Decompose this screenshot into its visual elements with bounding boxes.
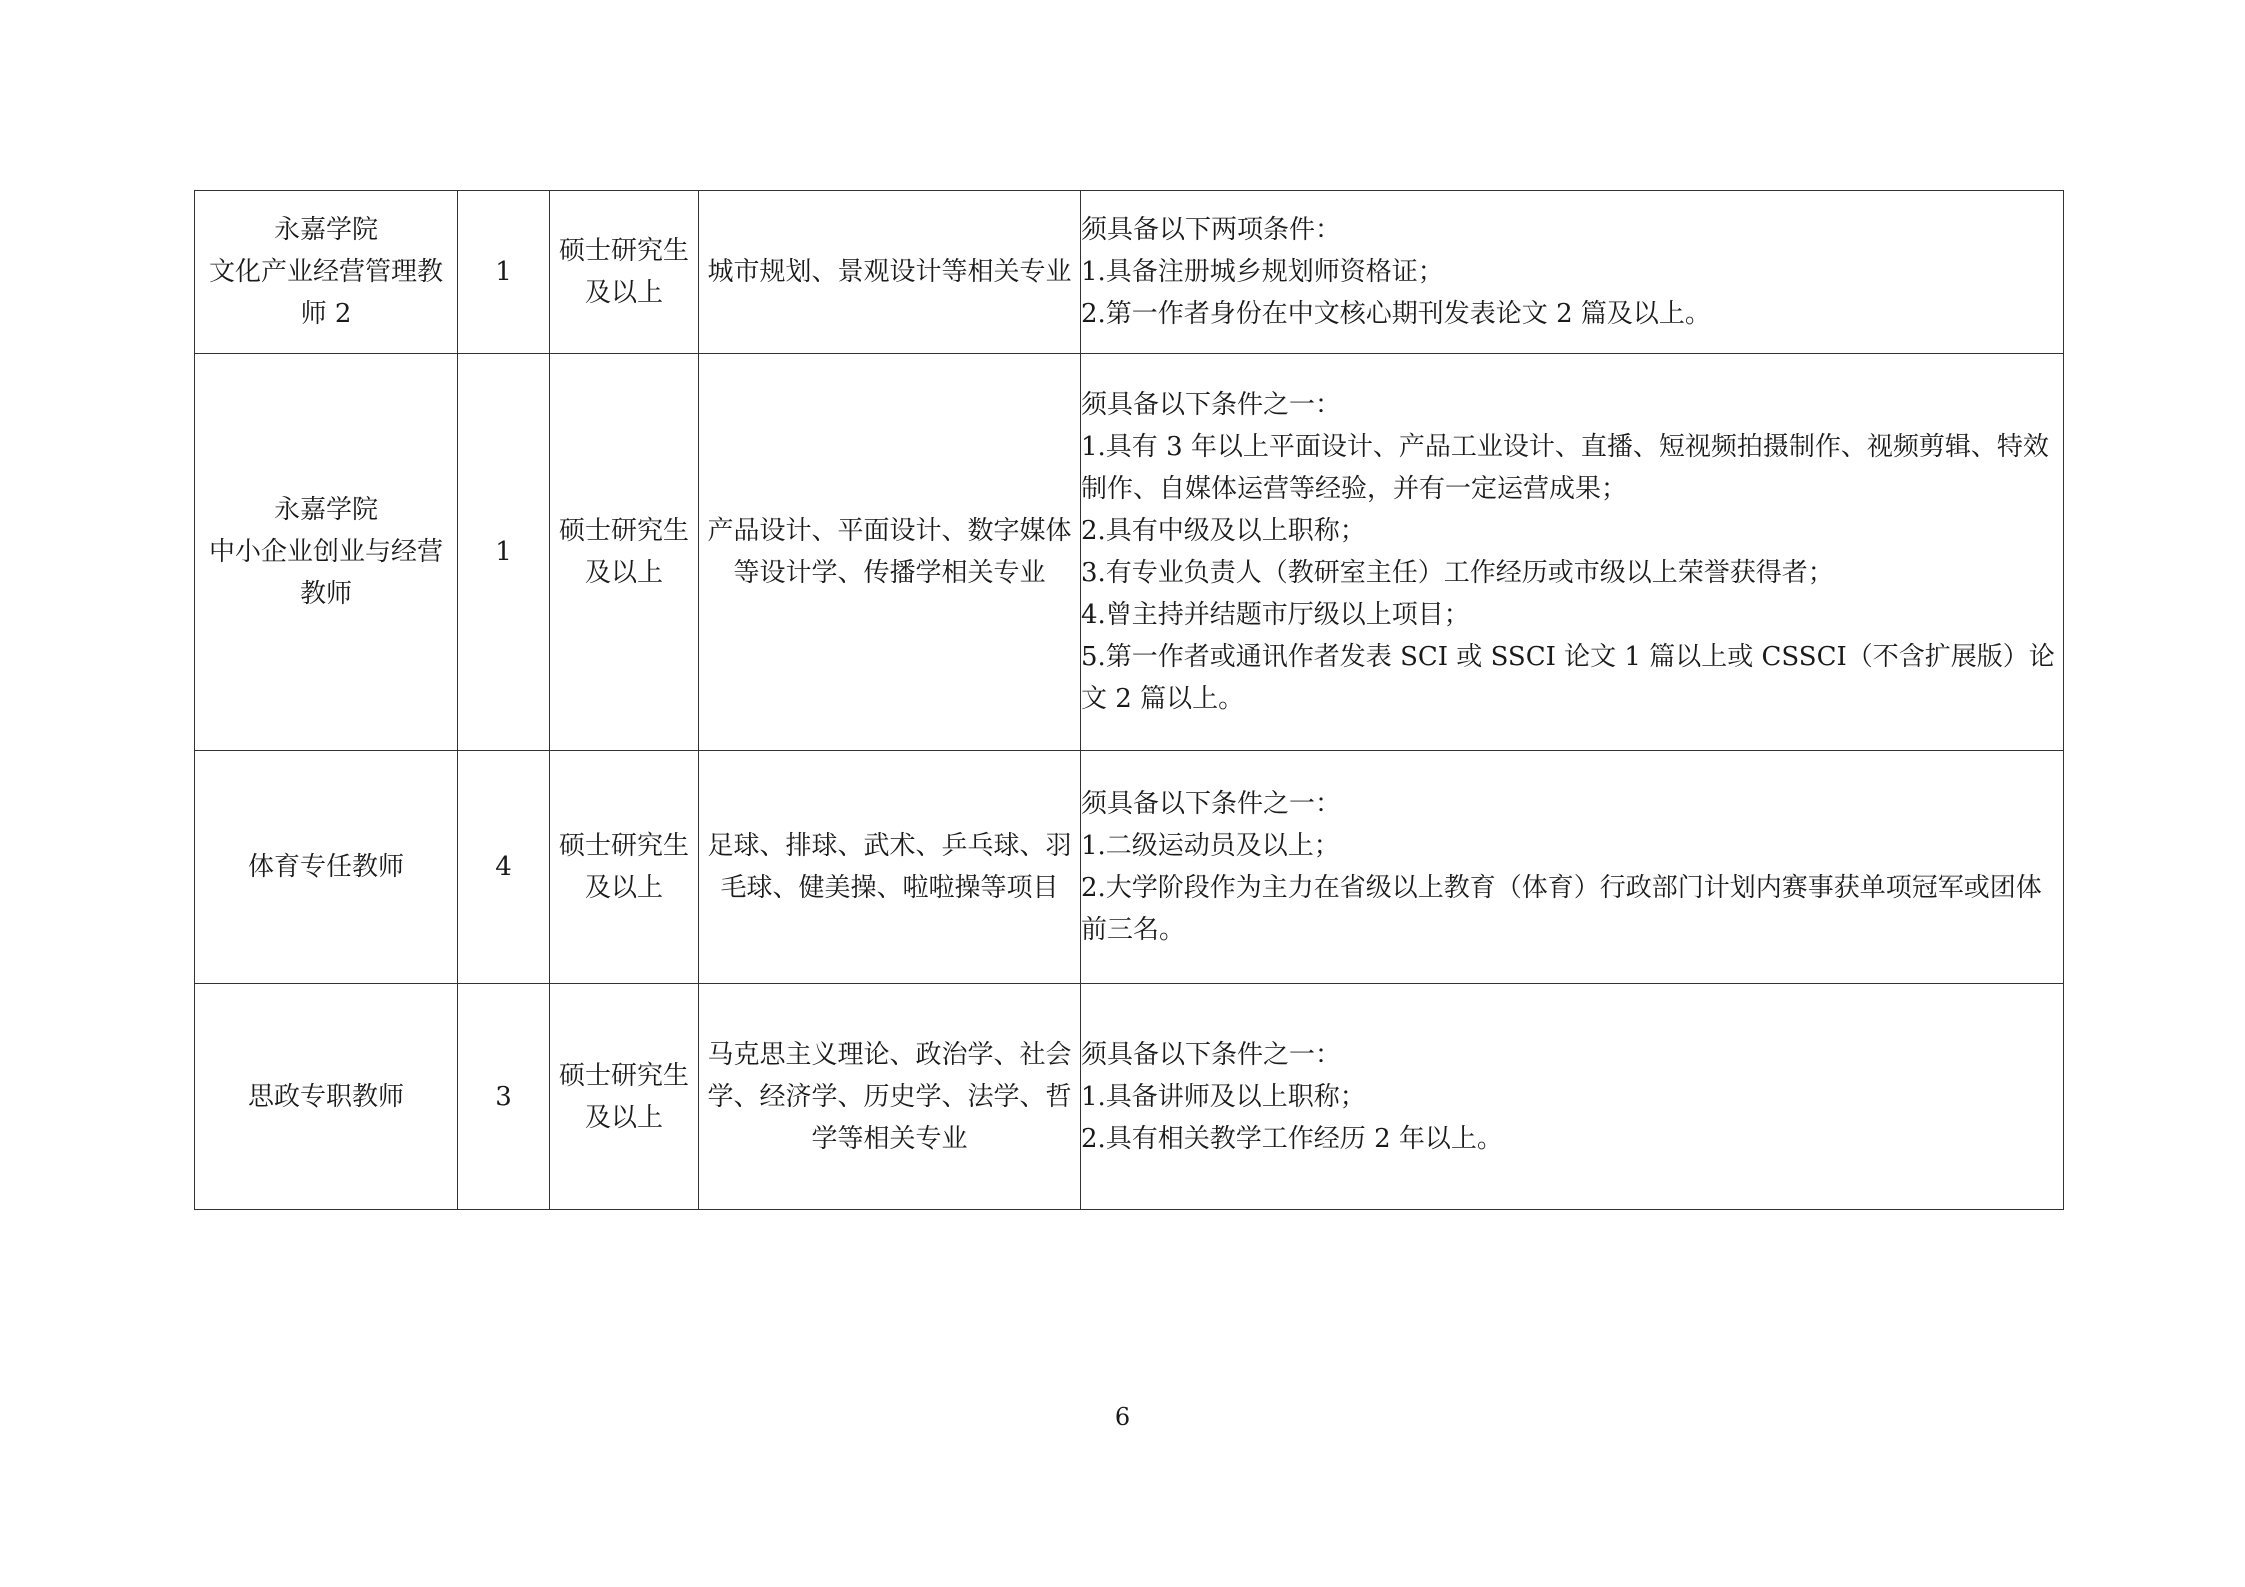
table-row <box>195 354 2064 751</box>
page-number: 6 <box>1114 1403 1131 1431</box>
condition-item: 须具备以下条件之一： <box>1081 390 1342 420</box>
major-cell <box>699 751 1081 984</box>
headcount-cell: 4 <box>458 751 550 984</box>
education-line: 硕士研究生 <box>558 236 689 266</box>
condition-item: 1.具备讲师及以上职称； <box>1081 1081 1366 1112</box>
position-line: 中小企业创业与经营 <box>208 537 443 567</box>
position-line: 教师 <box>299 579 352 609</box>
education-cell <box>550 984 699 1210</box>
condition-item: 2.第一作者身份在中文核心期刊发表论文 2 篇及以上。 <box>1081 299 1711 329</box>
position-line: 文化产业经营管理教 <box>208 257 443 287</box>
major-cell <box>699 354 1081 751</box>
condition-item: 须具备以下条件之一： <box>1081 1039 1342 1070</box>
major-cell <box>699 191 1081 354</box>
education-line: 及以上 <box>584 278 663 308</box>
education-cell <box>550 751 699 984</box>
position-cell <box>195 984 458 1210</box>
condition-item: 须具备以下两项条件： <box>1081 215 1342 245</box>
table-row <box>195 191 2064 354</box>
position-line: 思政专职教师 <box>247 1081 404 1112</box>
condition-item: 1.二级运动员及以上； <box>1081 831 1340 861</box>
condition-item: 5.第一作者或通讯作者发表 SCI 或 SSCI 论文 1 篇以上或 CSSCI（不含扩展版）论文 2 篇以上。 <box>1081 642 2055 714</box>
conditions-cell <box>1081 191 2064 354</box>
table-row <box>195 984 2064 1210</box>
position-line: 永嘉学院 <box>273 215 378 245</box>
conditions-cell <box>1081 984 2064 1210</box>
position-line: 体育专任教师 <box>247 852 404 882</box>
education-cell <box>550 354 699 751</box>
headcount-cell: 1 <box>458 354 550 751</box>
education-cell <box>550 191 699 354</box>
education-line: 及以上 <box>584 873 663 903</box>
education-line: 及以上 <box>584 558 663 588</box>
major-line: 毛球、健美操、啦啦操等项目 <box>720 873 1059 903</box>
table-row <box>195 751 2064 984</box>
major-line: 城市规划、景观设计等相关专业 <box>707 257 1072 287</box>
condition-item: 3.有专业负责人（教研室主任）工作经历或市级以上荣誉获得者； <box>1081 558 1834 588</box>
headcount-cell: 1 <box>458 191 550 354</box>
position-cell <box>195 354 458 751</box>
major-line: 马克思主义理论、政治学、社会 <box>707 1039 1072 1070</box>
condition-item: 1.具备注册城乡规划师资格证； <box>1081 257 1444 287</box>
education-line: 硕士研究生 <box>558 516 689 546</box>
condition-item: 须具备以下条件之一： <box>1081 789 1342 819</box>
condition-item: 2.具有中级及以上职称； <box>1081 516 1366 546</box>
education-line: 及以上 <box>584 1102 663 1133</box>
major-line: 产品设计、平面设计、数字媒体 <box>707 516 1072 546</box>
condition-item: 2.大学阶段作为主力在省级以上教育（体育）行政部门计划内赛事获单项冠军或团体前三名。 <box>1081 873 2042 945</box>
condition-item: 1.具有 3 年以上平面设计、产品工业设计、直播、短视频拍摄制作、视频剪辑、特效制作、自媒体运营等经验，并有一定运营成果； <box>1081 432 2049 504</box>
requirements-table <box>194 190 2064 1210</box>
position-line: 师 2 <box>300 299 352 329</box>
headcount-cell: 3 <box>458 984 550 1210</box>
conditions-cell <box>1081 354 2064 751</box>
major-line: 学、经济学、历史学、法学、哲 <box>707 1081 1072 1112</box>
major-line: 等设计学、传播学相关专业 <box>733 558 1046 588</box>
major-cell <box>699 984 1081 1210</box>
position-cell <box>195 751 458 984</box>
major-line: 足球、排球、武术、乒乓球、羽 <box>707 831 1072 861</box>
conditions-cell <box>1081 751 2064 984</box>
position-line: 永嘉学院 <box>273 495 378 525</box>
education-line: 硕士研究生 <box>558 831 689 861</box>
major-line: 学等相关专业 <box>811 1123 968 1154</box>
position-cell <box>195 191 458 354</box>
education-line: 硕士研究生 <box>558 1060 689 1091</box>
condition-item: 2.具有相关教学工作经历 2 年以上。 <box>1081 1123 1503 1154</box>
condition-item: 4.曾主持并结题市厅级以上项目； <box>1081 600 1470 630</box>
